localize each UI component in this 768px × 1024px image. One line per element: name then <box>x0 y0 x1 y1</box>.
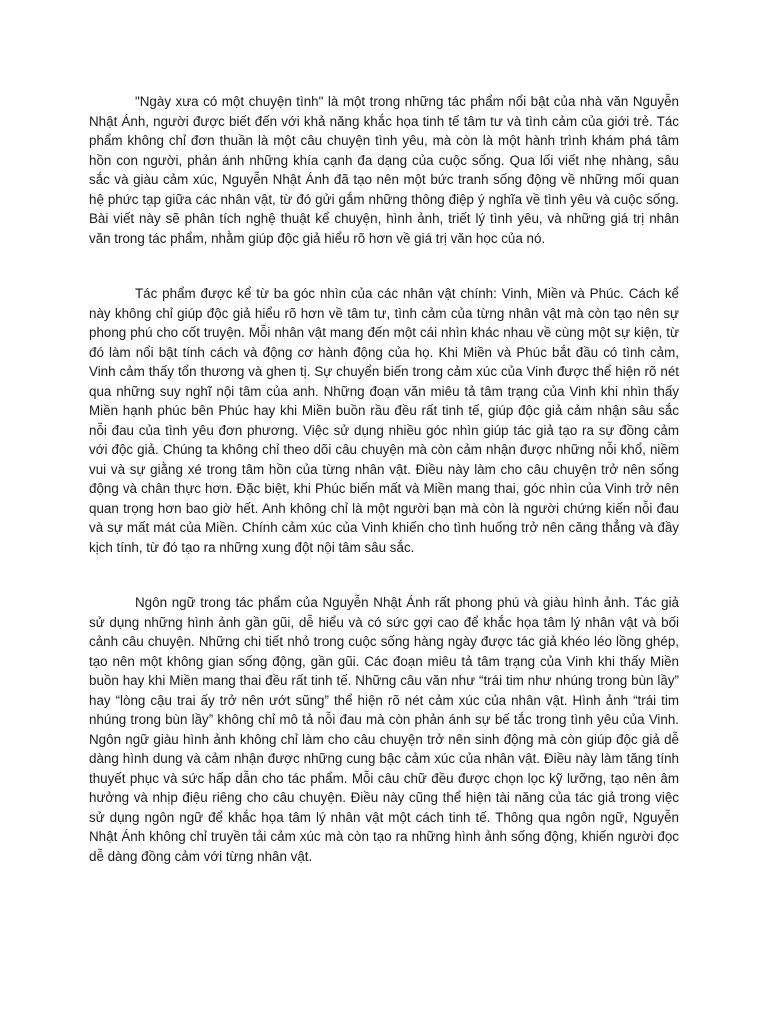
paragraph-intro: "Ngày xưa có một chuyện tình" là một trong những tác phẩm nổi bật của nhà văn Nguyễn Nhật Ánh, người được biết đến với khả năng khắc họa tinh tế tâm tư và tình cảm của giới trẻ. Tác phẩm không chỉ đơn thuần là một câu chuyện tình yêu, mà còn là một hành trình khám phá tâm hồn con người, phản ánh những khía cạnh đa dạng của cuộc sống. Qua lối viết nhẹ nhàng, sâu sắc và giàu cảm xúc, Nguyễn Nhật Ánh đã tạo nên một bức tranh sống động về những mối quan hệ phức tạp giữa các nhân vật, từ đó gửi gắm những thông điệp ý nghĩa về tình yêu và cuộc sống. Bài viết này sẽ phân tích nghệ thuật kể chuyện, hình ảnh, triết lý tình yêu, và những giá trị nhân văn trong tác phẩm, nhằm giúp độc giả hiểu rõ hơn về giá trị văn học của nó. <box>89 94 679 246</box>
paragraph-language-imagery: Ngôn ngữ trong tác phẩm của Nguyễn Nhật Ánh rất phong phú và giàu hình ảnh. Tác giả sử dụng những hình ảnh gần gũi, dễ hiểu và có sức gợi cao để khắc họa tâm lý nhân vật và bối cảnh câu chuyện. Những chi tiết nhỏ trong cuộc sống hàng ngày được tác giả khéo léo lồng ghép, tạo nên một không gian sống động, gần gũi. Các đoạn miêu tả tâm trạng của Vinh khi thấy Miền buồn hay khi Miền mang thai đều rất tinh tế. Những câu văn như “trái tim như nhúng trong bùn lầy” hay “lòng cậu trai ấy trở nên ướt sũng” thể hiện rõ nét cảm xúc của nhân vật. Hình ảnh “trái tim nhúng trong bùn lầy” không chỉ mô tả nỗi đau mà còn phản ánh sự bế tắc trong tình yêu của Vinh. Ngôn ngữ giàu hình ảnh không chỉ làm cho câu chuyện trở nên sinh động mà còn giúp độc giả dễ dàng hình dung và cảm nhận được những cung bậc cảm xúc của nhân vật. Điều này làm tăng tính thuyết phục và sức hấp dẫn cho tác phẩm. Mỗi câu chữ đều được chọn lọc kỹ lưỡng, tạo nên âm hưởng và nhịp điệu riêng cho câu chuyện. Điều này cũng thể hiện tài năng của tác giả trong việc sử dụng ngôn ngữ để khắc họa tâm lý nhân vật một cách tinh tế. Thông qua ngôn ngữ, Nguyễn Nhật Ánh không chỉ truyền tải cảm xúc mà còn tạo ra những hình ảnh sống động, khiến người đọc dễ dàng đồng cảm với từng nhân vật. <box>89 595 679 864</box>
paragraph-narrative-perspective: Tác phẩm được kể từ ba góc nhìn của các nhân vật chính: Vinh, Miền và Phúc. Cách kể này không chỉ giúp độc giả hiểu rõ hơn về tâm tư, tình cảm của từng nhân vật mà còn tạo nên sự phong phú cho cốt truyện. Mỗi nhân vật mang đến một cái nhìn khác nhau về cùng một sự kiện, từ đó làm nổi bật tính cách và động cơ hành động của họ. Khi Miền và Phúc bắt đầu có tình cảm, Vinh cảm thấy tổn thương và ghen tị. Sự chuyển biến trong cảm xúc của Vinh được thể hiện rõ nét qua những suy nghĩ nội tâm của anh. Những đoạn văn miêu tả tâm trạng của Vinh khi nhìn thấy Miền hạnh phúc bên Phúc hay khi Miền buồn rầu đều rất tinh tế, giúp độc giả cảm nhận sâu sắc nỗi đau của tình yêu đơn phương. Việc sử dụng nhiều góc nhìn giúp tác giả tạo ra sự đồng cảm với độc giả. Chúng ta không chỉ theo dõi câu chuyện mà còn cảm nhận được những nỗi khổ, niềm vui và sự giằng xé trong tâm hồn của từng nhân vật. Điều này làm cho câu chuyện trở nên sống động và chân thực hơn. Đặc biệt, khi Phúc biến mất và Miền mang thai, góc nhìn của Vinh trở nên quan trọng hơn bao giờ hết. Anh không chỉ là một người bạn mà còn là người chứng kiến nỗi đau và sự mất mát của Miền. Chính cảm xúc của Vinh khiến cho tình huống trở nên căng thẳng và đầy kịch tính, từ đó tạo ra những xung đột nội tâm sâu sắc. <box>89 286 679 555</box>
document-page <box>89 92 679 866</box>
